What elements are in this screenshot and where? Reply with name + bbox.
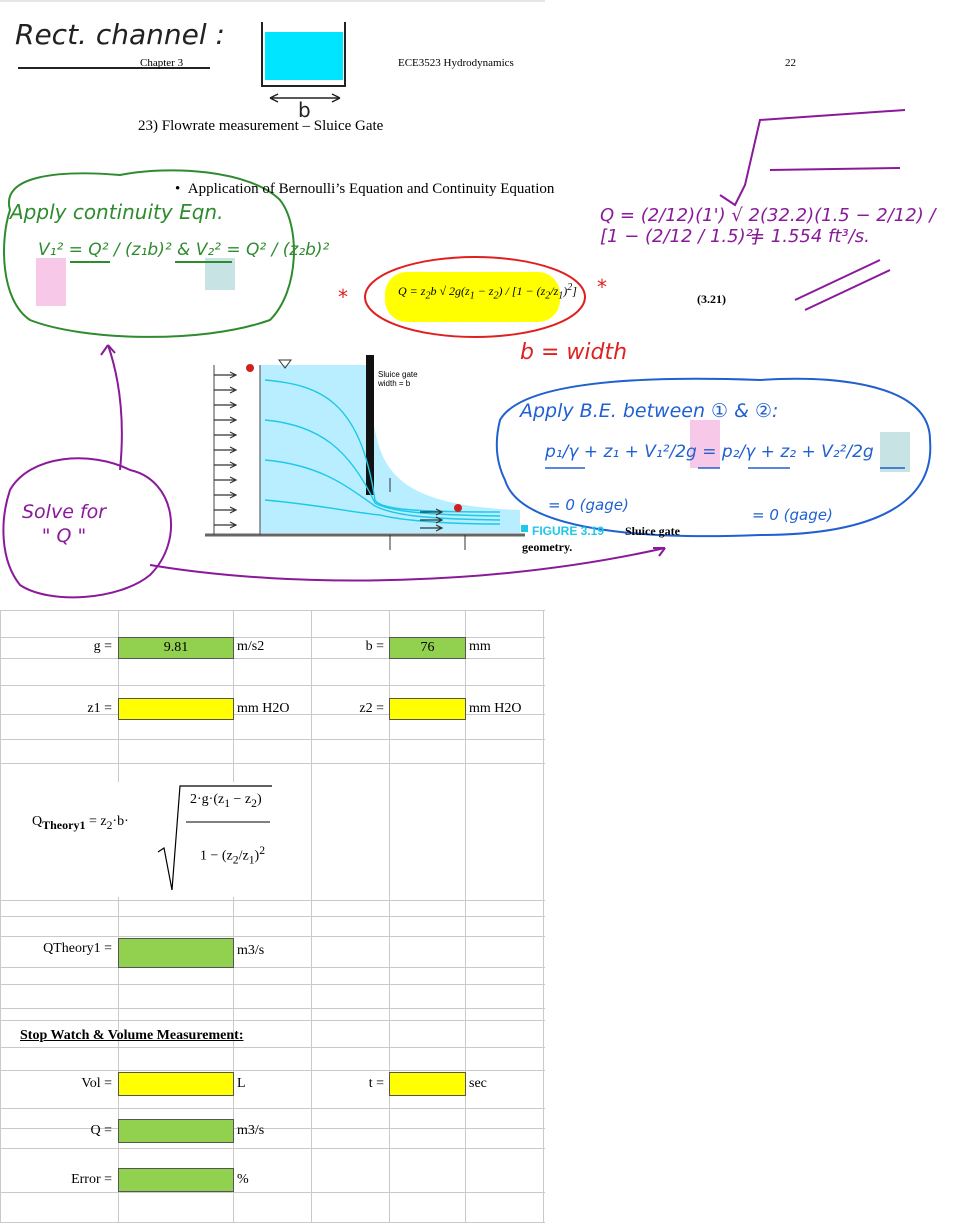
star-marker-2: * — [597, 275, 607, 299]
solve-for-note — [22, 500, 106, 548]
t-unit: sec — [469, 1076, 487, 1091]
z1-label: z1 = — [87, 701, 112, 716]
gage-note-2: = 0 (gage) — [752, 506, 833, 524]
spreadsheet — [0, 610, 545, 1223]
figure-caption: Sluice gate — [625, 524, 680, 538]
b-note: b — [298, 98, 311, 122]
chapter-label: Chapter 3 — [140, 57, 184, 69]
equation-3-21: $Q = z_2b$ √ $2g(z_1 - z_2) / [1 - (z_2/z_1)^2]$ — [398, 282, 577, 302]
qtheory-label: QTheory1 = — [43, 941, 112, 956]
z2-unit: mm H2O — [469, 701, 522, 716]
section-title: 23) Flowrate measurement – Sluice Gate — [138, 118, 384, 134]
equation-number: (3.21) — [697, 292, 726, 306]
gate-label — [378, 370, 418, 388]
b-width-note: b = width — [520, 340, 628, 365]
b-unit: mm — [469, 639, 491, 654]
apply-continuity-note: Apply continuity Eqn. — [10, 200, 224, 224]
z2-label: z2 = — [359, 701, 384, 716]
vol-input[interactable] — [118, 1072, 234, 1096]
star-marker-1: * — [338, 285, 348, 309]
z2-input[interactable] — [389, 698, 466, 720]
formula-numerator: $2\cdot g\cdot(z_1 - z_2)$ — [190, 792, 262, 810]
q-calc-note: Q = (2/12)(1') √ 2(32.2)(1.5 − 2/12) / [1 − (2/12 / 1.5)²] — [600, 205, 936, 247]
g-input[interactable]: 9.81 — [118, 637, 234, 659]
gate-label-line1: Sluice gate — [378, 370, 418, 379]
rect-channel-note: Rect. channel : — [15, 18, 225, 51]
bernoulli-eq-note: p₁/γ + z₁ + V₁²/2g = p₂/γ + z₂ + V₂²/2g — [545, 442, 874, 462]
t-label: t = — [368, 1076, 384, 1091]
error-output — [118, 1168, 234, 1192]
formula-denominator: $1 - (z_2/z_1)^2$ — [200, 844, 266, 867]
apply-be-note: Apply B.E. between ① & ②: — [520, 400, 779, 422]
stopwatch-section-title: Stop Watch & Volume Measurement: — [20, 1028, 244, 1043]
gate-label-line2: width = b — [378, 379, 411, 388]
vol-unit: L — [237, 1076, 246, 1091]
qtheory-formula-q: Q — [32, 814, 43, 829]
qtheory-unit: m3/s — [237, 943, 265, 958]
error-unit: % — [237, 1172, 249, 1187]
g-label: g = — [93, 639, 112, 654]
z1-unit: mm H2O — [237, 701, 290, 716]
b-label: b = — [365, 639, 384, 654]
solve-for-line1: Solve for — [22, 501, 107, 523]
vol-label: Vol = — [81, 1076, 112, 1091]
q-output — [118, 1119, 234, 1143]
continuity-eq-note: V₁² = Q² / (z₁b)² & V₂² = Q² / (z₂b)² — [38, 240, 330, 260]
page-number: 22 — [785, 57, 796, 69]
q-unit: m3/s — [237, 1123, 265, 1138]
qtheory-formula-sub: Theory1 — [42, 817, 86, 832]
figure-caption-2: geometry. — [522, 540, 573, 554]
course-title: ECE3523 Hydrodynamics — [398, 57, 514, 69]
q-result-note: = 1.554 ft³/s. — [750, 226, 870, 247]
bullet-text: • Application of Bernoulli’s Equation and Continuity Equation — [175, 181, 555, 197]
b-input[interactable]: 76 — [389, 637, 466, 659]
error-label: Error = — [71, 1172, 112, 1187]
bullet-label: Application of Bernoulli’s Equation and Continuity Equation — [187, 181, 555, 197]
qtheory-formula-label: $Q_{Theory1} = z_2\cdot b\cdot$ — [32, 814, 129, 832]
qtheory-formula — [32, 782, 277, 897]
q-label: Q = — [90, 1123, 112, 1138]
qtheory-output — [118, 938, 234, 968]
figure-label: FIGURE 3.19 — [532, 524, 605, 538]
gage-note-1: = 0 (gage) — [548, 496, 629, 514]
g-unit: m/s2 — [237, 639, 265, 654]
annotated-page — [0, 0, 953, 610]
t-input[interactable] — [389, 1072, 466, 1096]
z1-input[interactable] — [118, 698, 234, 720]
solve-for-line2: " Q " — [41, 525, 87, 547]
